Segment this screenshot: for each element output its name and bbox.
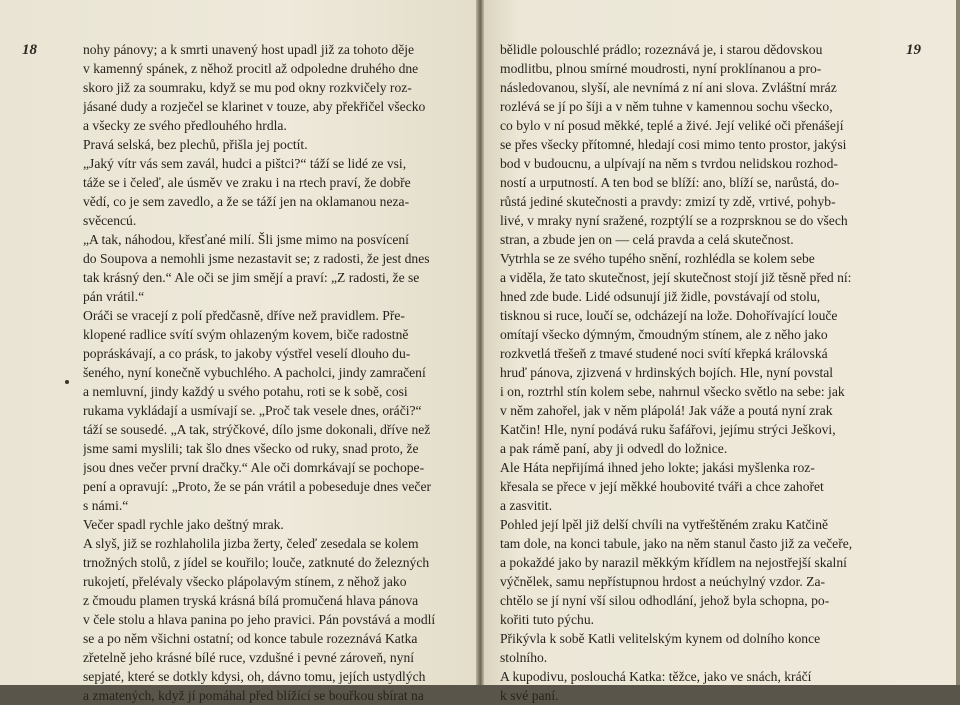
left-page-line: A slyš, již se rozhlaholila jizba žerty, čeleď zesedala se kolem (83, 536, 419, 551)
left-page-line: Pravá selská, bez plechů, přišla jej poctít. (83, 137, 308, 152)
left-page-line: „A tak, náhodou, křesťané milí. Šli jsme mimo na posvícení (83, 232, 409, 247)
left-page-line: rukama vykládají a usmívají se. „Proč tak vesele dnes, oráči?“ (83, 403, 422, 418)
left-page-line: svěcencú. (83, 213, 137, 228)
left-page-line: s námi.“ (83, 498, 129, 513)
right-page-line: Vytrhla se ze svého tupého snění, rozhlédla se kolem sebe (500, 251, 815, 266)
left-page-line: sepjaté, které se dotkly kdysi, oh, dávno tomu, jejích ustydlých (83, 669, 426, 684)
left-page-line: šeného, nyní konečně vybuchlého. A pacholci, jindy zamračení (83, 365, 426, 380)
left-page-line: rukojetí, přelévaly všecko plápolavým stínem, z něhož jako (83, 574, 407, 589)
left-page-line: táží se sousedé. „A tak, strýčkové, dílo jsme dokonali, dříve než (83, 422, 431, 437)
left-page-line: „Jaký vítr vás sem zavál, hudci a pištci?“ táží se lidé ze vsi, (83, 156, 407, 171)
left-page-line: jsou dnes večer první dračky.“ Ale oči domrkávají se pochope- (83, 460, 425, 475)
right-page-line: k své paní. (500, 688, 559, 703)
left-page-line: vědí, co je sem zavedlo, a že se táží jen na oklamanou neza- (83, 194, 410, 209)
left-page-line: v čele stolu a hlava panina po jeho pravici. Pán povstává a modlí (83, 612, 436, 627)
left-page-line: Oráči se vracejí z polí předčasně, dříve než pravidlem. Pře- (83, 308, 405, 323)
right-page-line: omítají všecko dýmným, čmoudným stínem, ale z něho jako (500, 327, 828, 342)
left-page-line: a všecky ze svého předlouhého hrdla. (83, 118, 287, 133)
left-page-line: zřetelně jeho krásné bílé ruce, vzdušné i pevné zároveň, nyní (83, 650, 415, 665)
right-page-line: A kupodivu, poslouchá Katka: těžce, jako ve snách, kráčí (500, 669, 812, 684)
right-page-line: tam dole, na konci tabule, jako na něm stanul často již za večeře, (500, 536, 853, 551)
left-page-text (83, 40, 458, 705)
right-page-line: chtělo se jí nyní vší silou odhodlání, jehož byla schopna, po- (500, 593, 830, 608)
right-page-line: stolního. (500, 650, 548, 665)
right-page-line: následovanou, slyší, ale nevnímá z ní ani slova. Zvláštní mráz (500, 80, 837, 95)
right-page-line: ností a urputností. A ten bod se blíží: ano, blíží se, narůstá, do- (500, 175, 840, 190)
book-gutter (476, 0, 484, 685)
right-page-line: rozkvetlá třešeň z tmavé studené noci svítí křepká královská (500, 346, 828, 361)
left-page-line: v kamenný spánek, z něhož procitl až odpoledne druhého dne (83, 61, 419, 76)
left-page-line: tak krásný den.“ Ale oči se jim smějí a praví: „Z radosti, že se (83, 270, 420, 285)
right-page-line: v něm zahořel, jak v něm plápolá! Jak váže a poutá nyní zrak (500, 403, 833, 418)
page-number-right: 19 (906, 42, 921, 58)
right-page-line: křesala se přece v její měkké houbovité tváři a chce zahořet (500, 479, 824, 494)
ink-speck (65, 380, 69, 384)
right-page-line: a viděla, že tato skutečnost, její skutečnost stojí již těsně před ní: (500, 270, 852, 285)
left-page-line: jsme sami myslili; tak šlo dnes všecko od ruky, snad proto, že (83, 441, 419, 456)
left-page-line: táže se i čeleď, ale úsměv ve zraku i na rtech praví, že dobře (83, 175, 411, 190)
right-page-line: rozlévá se jí po šíji a v něm tuhne v kamennou sochu všecko, (500, 99, 833, 114)
left-page-line: klopené radlice svítí svým ohlazeným kovem, biče radostně (83, 327, 409, 342)
page-edge (956, 0, 960, 685)
right-page-line: i on, roztrhl stín kolem sebe, nahrnul všecko světlo na sebe: jak (500, 384, 845, 399)
right-page-line: bod v budoucnu, a ulpívají na něm s tvrdou nelidskou rozhod- (500, 156, 838, 171)
right-page-line: se přes všecky přítomné, hledají cosi mimo tento prostor, jakýsi (500, 137, 847, 152)
right-page-line: co bylo v ní posud měkké, teplé a živé. Její veliké oči přenášejí (500, 118, 844, 133)
left-page-line: popráskávají, a co prásk, to jakoby výstřel veselí dlouho du- (83, 346, 411, 361)
right-page-line: Pohled její lpěl již delší chvíli na vytřeštěném zraku Katčině (500, 517, 829, 532)
right-page-line: hruď pánova, zjizvená v hrdinských bojích. Hle, nyní povstal (500, 365, 834, 380)
right-page-line: livé, v mraky nyní sražené, rozptýlí se a rozprsknou se do všech (500, 213, 848, 228)
left-page-line: skoro již za soumraku, když se mu pod okny rozkvičely roz- (83, 80, 412, 95)
right-page-line: výčnělek, samu nepřístupnou hrdost a neúchylný vzdor. Za- (500, 574, 826, 589)
right-page-line: Přikývla k sobě Katli velitelským kynem od dolního konce (500, 631, 821, 646)
right-page-line: Katčin! Hle, nyní podává ruku šafářovi, jejímu strýci Ješkovi, (500, 422, 836, 437)
left-page-line: z čmoudu plamen tryská krásná bílá promučená hlava pánova (83, 593, 419, 608)
right-page-line: bělidle polouschlé prádlo; rozeznává je, i starou dědovskou (500, 42, 823, 57)
right-page-line: hned zde bude. Lidé odsunují již židle, povstávají od stolu, (500, 289, 821, 304)
left-page-line: pení a opravují: „Proto, že se pán vrátil a pobeseduje dnes večer (83, 479, 432, 494)
left-page-line: se a po něm všichni ostatní; od konce tabule rozeznává Katka (83, 631, 418, 646)
right-page-line: a zasvitit. (500, 498, 553, 513)
right-page-line: Ale Háta nepřijímá ihned jeho lokte; jakási myšlenka roz- (500, 460, 815, 475)
left-page-line: jásané dudy a rozječel se klarinet v touze, aby překřičel všecko (83, 99, 426, 114)
right-page-line: a pak rámě paní, aby ji odvedl do ložnice. (500, 441, 728, 456)
left-page-line: a zmatených, když jí pomáhal před blížící se bouřkou sbírat na (83, 688, 424, 703)
right-page-line: a pokaždé jako by narazil měkkým křídlem na nejostřejší skalní (500, 555, 847, 570)
right-page-line: růstá jediné skutečnosti a pravdy: zmizí ty zdě, vrtivé, pohyb- (500, 194, 836, 209)
right-page-line: kořiti tuto pýchu. (500, 612, 595, 627)
left-page-line: trnožných stolů, z jídel se kouřilo; louče, zatknuté do železných (83, 555, 430, 570)
right-page-text (500, 40, 892, 705)
left-page-line: pán vrátil.“ (83, 289, 145, 304)
left-page-line: do Soupova a nemohli jsme nezastavit se; z radosti, že jest dnes (83, 251, 430, 266)
right-page-line: modlitbu, plnou smírné moudrosti, nyní proklínanou a pro- (500, 61, 822, 76)
right-page-line: stran, a zbude jen on — celá pravda a celá skutečnost. (500, 232, 794, 247)
left-page-line: nohy pánovy; a k smrti unavený host upadl již za tohoto děje (83, 42, 415, 57)
page-number-left: 18 (22, 42, 37, 58)
right-page-line: tisknou si ruce, loučí se, odcházejí na lože. Dohořívající louče (500, 308, 838, 323)
left-page-line: Večer spadl rychle jako deštný mrak. (83, 517, 284, 532)
left-page-line: a nemluvní, jindy každý u svého potahu, roti se k sobě, cosi (83, 384, 408, 399)
